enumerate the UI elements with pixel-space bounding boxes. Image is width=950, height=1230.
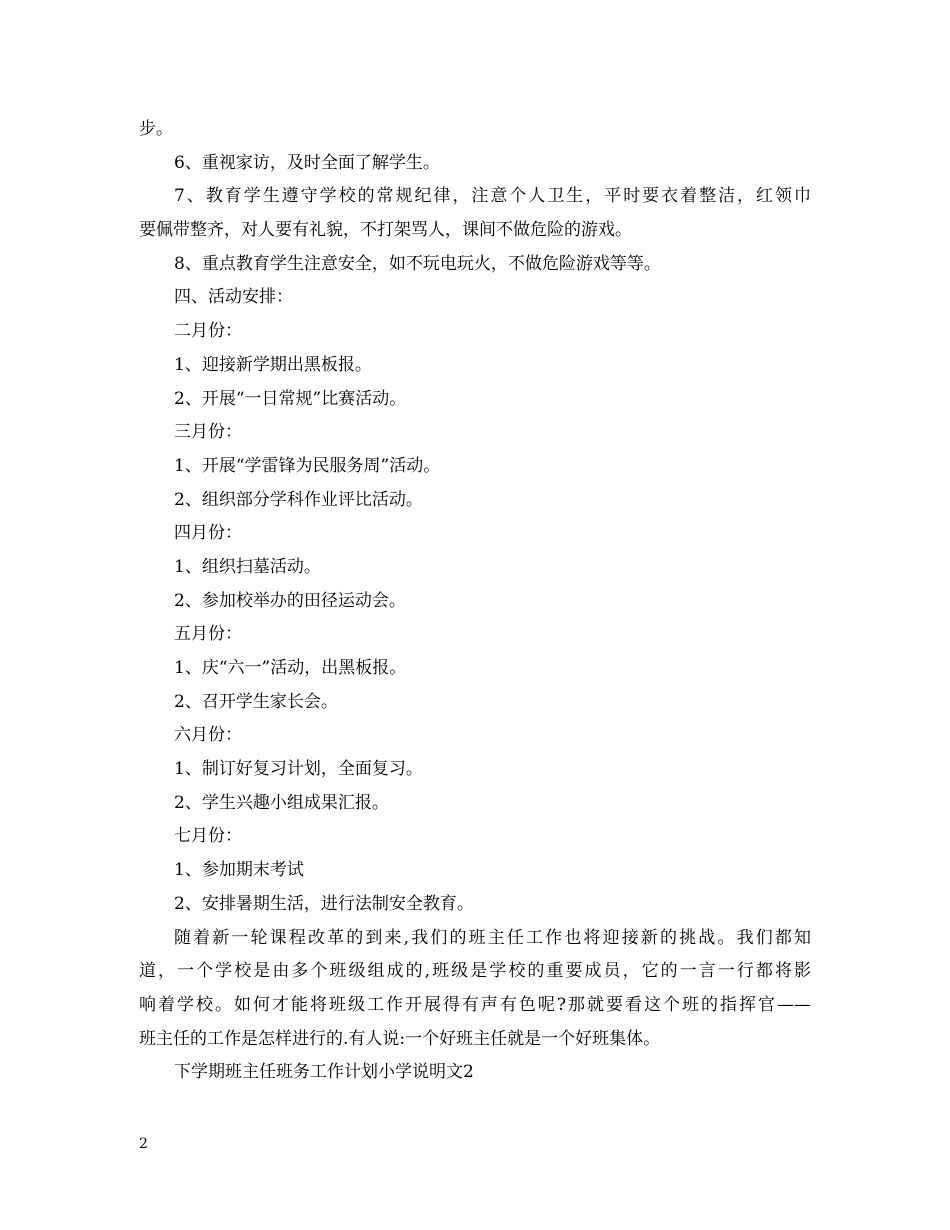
- list-item: 1、制订好复习计划，全面复习。: [174, 759, 423, 780]
- paragraph-line: 8、重点教育学生注意安全，如不玩电玩火，不做危险游戏等等。: [174, 253, 661, 274]
- paragraph-line: 7、教育学生遵守学校的常规纪律，注意个人卫生，平时要衣着整洁，红领巾: [174, 186, 811, 207]
- list-item: 1、组织扫墓活动。: [174, 556, 321, 577]
- paragraph-line: 随着新一轮课程改革的到来,我们的班主任工作也将迎接新的挑战。我们都知: [174, 927, 811, 948]
- list-item: 2、参加校举办的田径运动会。: [174, 590, 406, 611]
- month-heading: 二月份：: [174, 321, 242, 342]
- list-item: 1、参加期末考试: [174, 860, 304, 881]
- month-heading: 三月份：: [174, 422, 242, 443]
- paragraph-line: 步。: [139, 119, 173, 139]
- list-item: 2、学生兴趣小组成果汇报。: [174, 792, 389, 813]
- month-heading: 六月份：: [174, 725, 242, 746]
- list-item: 2、召开学生家长会。: [174, 691, 338, 712]
- month-heading: 四月份：: [174, 523, 242, 544]
- paragraph-line: 6、重视家访，及时全面了解学生。: [174, 152, 440, 173]
- page-number: 2: [139, 1136, 148, 1152]
- month-heading: 五月份：: [174, 624, 242, 645]
- paragraph-line: 班主任的工作是怎样进行的.有人说:一个好班主任就是一个好班集体。: [139, 1028, 661, 1049]
- paragraph-line: 要佩带整齐，对人要有礼貌，不打架骂人，课间不做危险的游戏。: [139, 220, 632, 241]
- document-title-line: 下学期班主任班务工作计划小学说明文2: [174, 1062, 474, 1083]
- list-item: 2、安排暑期生活，进行法制安全教育。: [174, 893, 474, 914]
- paragraph-line: 响着学校。如何才能将班级工作开展得有声有色呢?那就要看这个班的指挥官——: [139, 994, 811, 1015]
- document-body: [139, 113, 811, 1090]
- list-item: 2、开展“一日常规”比赛活动。: [174, 388, 407, 409]
- list-item: 1、开展“学雷锋为民服务周”活动。: [174, 455, 441, 476]
- paragraph-line: 道，一个学校是由多个班级组成的,班级是学校的重要成员，它的一言一行都将影: [139, 961, 811, 982]
- list-item: 1、迎接新学期出黑板报。: [174, 354, 372, 375]
- list-item: 1、庆“六一”活动，出黑板报。: [174, 658, 407, 678]
- list-item: 2、组织部分学科作业评比活动。: [174, 489, 423, 510]
- month-heading: 七月份：: [174, 826, 242, 847]
- section-heading: 四、活动安排：: [174, 287, 293, 308]
